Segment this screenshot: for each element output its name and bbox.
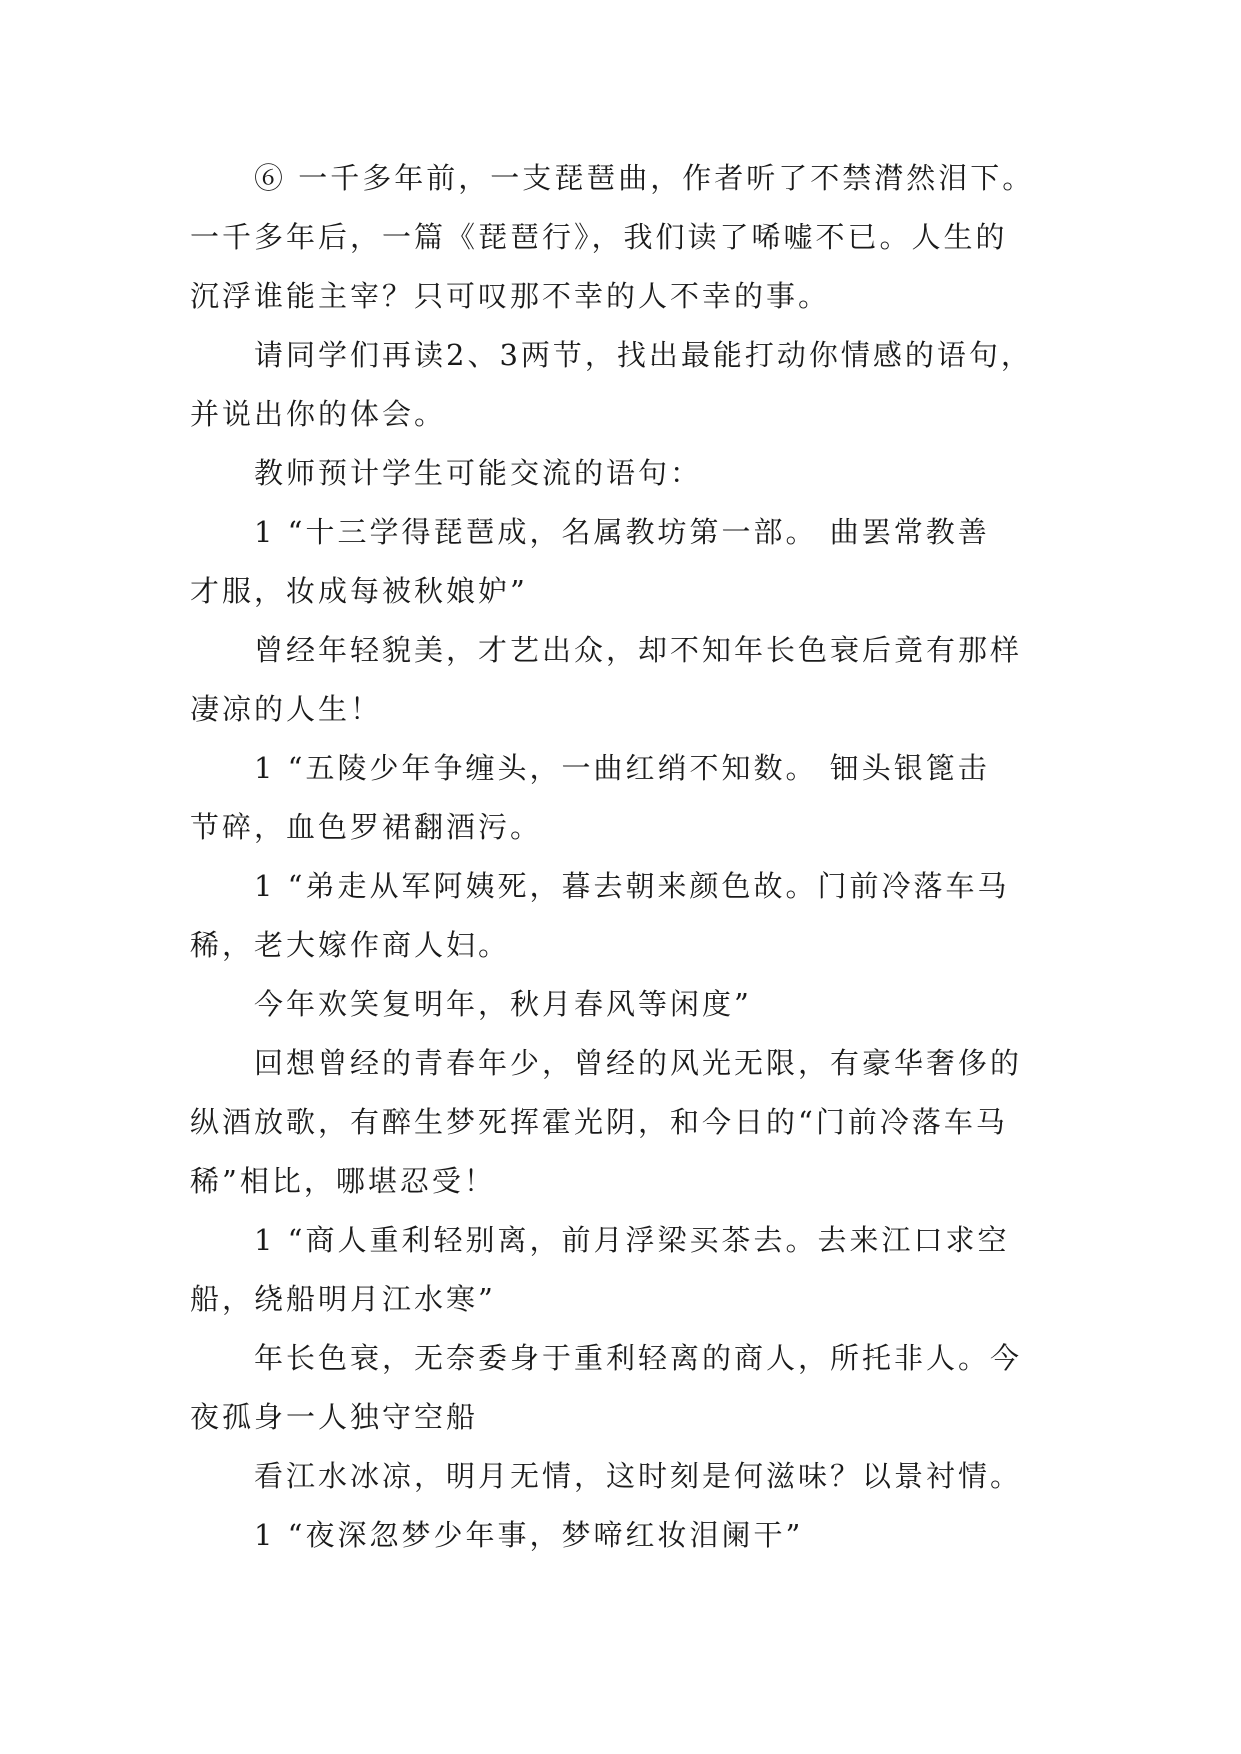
text-line-21: 年长色衰，无奈委身于重利轻离的商人，所托非人。今 — [254, 1341, 1023, 1375]
text-line-18: 稀”相比，哪堪忍受！ — [190, 1164, 496, 1198]
text-line-11: 1 “五陵少年争缠头，一曲红绡不知数。 钿头银篦击 — [254, 751, 990, 785]
text-line-10: 凄凉的人生！ — [190, 692, 383, 726]
text-line-12: 节碎，血色罗裙翻酒污。 — [190, 810, 543, 844]
text-line-2: 一千多年后，一篇《琵琶行》，我们读了唏嘘不已。人生的 — [190, 220, 1008, 254]
text-line-17: 纵酒放歌，有醉生梦死挥霍光阴，和今日的“门前冷落车马 — [190, 1105, 1008, 1139]
text-line-9: 曾经年轻貌美，才艺出众，却不知年长色衰后竟有那样 — [254, 633, 1023, 667]
text-line-20: 船，绕船明月江水寒” — [190, 1282, 496, 1316]
text-line-6: 教师预计学生可能交流的语句： — [254, 456, 703, 490]
text-line-8: 才服，妆成每被秋娘妒” — [190, 574, 528, 608]
text-line-13: 1 “弟走从军阿姨死，暮去朝来颜色故。门前冷落车马 — [254, 869, 1010, 903]
text-line-16: 回想曾经的青春年少，曾经的风光无限，有豪华奢侈的 — [254, 1046, 1023, 1080]
text-line-24: 1 “夜深忽梦少年事，梦啼红妆泪阑干” — [254, 1518, 804, 1552]
text-line-22: 夜孤身一人独守空船 — [190, 1400, 479, 1434]
text-line-15: 今年欢笑复明年，秋月春风等闲度” — [254, 987, 752, 1021]
text-line-4: 请同学们再读2、3两节，找出最能打动你情感的语句， — [254, 338, 1033, 372]
text-line-14: 稀，老大嫁作商人妇。 — [190, 928, 511, 962]
text-line-5: 并说出你的体会。 — [190, 397, 447, 431]
text-line-23: 看江水冰凉，明月无情，这时刻是何滋味？以景衬情。 — [254, 1459, 1023, 1493]
text-line-7: 1 “十三学得琵琶成，名属教坊第一部。 曲罢常教善 — [254, 515, 990, 549]
text-line-1: ⑥ 一千多年前，一支琵琶曲，作者听了不禁潸然泪下。 — [254, 161, 1035, 195]
text-line-3: 沉浮谁能主宰？只可叹那不幸的人不幸的事。 — [190, 279, 831, 313]
text-line-19: 1 “商人重利轻别离，前月浮梁买茶去。去来江口求空 — [254, 1223, 1010, 1257]
